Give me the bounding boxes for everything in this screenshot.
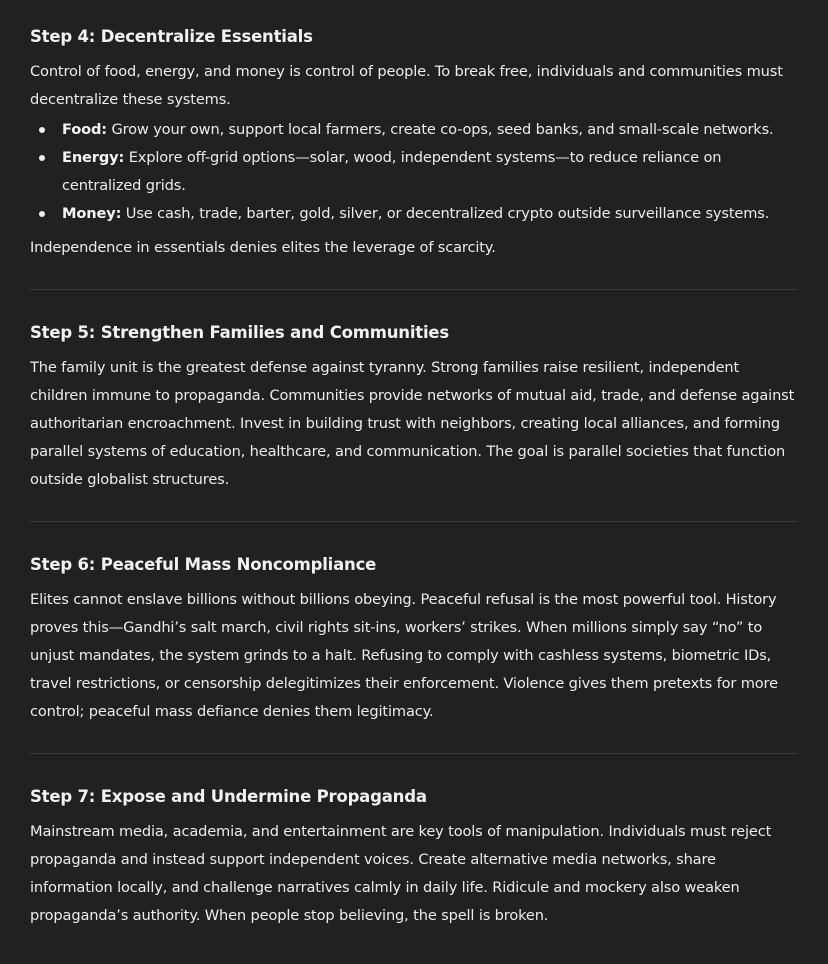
- bullet-dot-icon: [39, 127, 45, 133]
- section-intro: Control of food, energy, and money is control of people. To break free, individuals and communities must decentralize these systems.: [30, 63, 783, 108]
- section-divider: [30, 289, 798, 290]
- list-item-food: [62, 116, 798, 144]
- list-item-label: Energy:: [62, 149, 125, 166]
- list-item-money: [62, 200, 798, 228]
- section-step-4: [30, 24, 798, 262]
- list-item-label: Money:: [62, 205, 122, 222]
- list-item-label: Food:: [62, 121, 107, 138]
- section-body: Mainstream media, academia, and entertainment are key tools of manipulation. Individuals must reject propaganda and instead support independent voices. Create alternative media networks, share information locally, and challenge narratives calmly in daily life. Ridicule and mockery also weaken propaganda’s authority. When people stop believing, the spell is broken.: [30, 823, 772, 924]
- section-heading: Step 6: Peaceful Mass Noncompliance: [30, 555, 377, 574]
- section-step-7: [30, 784, 798, 930]
- bullet-dot-icon: [39, 211, 45, 217]
- list-item-text: Grow your own, support local farmers, create co-ops, seed banks, and small-scale networks.: [106, 121, 774, 138]
- list-item-text: Use cash, trade, barter, gold, silver, or decentralized crypto outside surveillance systems.: [121, 205, 770, 222]
- section-divider: [30, 753, 798, 754]
- article: [30, 0, 798, 930]
- section-heading: Step 7: Expose and Undermine Propaganda: [30, 787, 427, 806]
- section-step-6: [30, 552, 798, 726]
- section-divider: [30, 521, 798, 522]
- bullet-dot-icon: [39, 155, 45, 161]
- section-body: Elites cannot enslave billions without billions obeying. Peaceful refusal is the most powerful tool. History proves this—Gandhi’s salt march, civil rights sit-ins, workers’ strikes. When millions simply say “no” to unjust mandates, the system grinds to a halt. Refusing to comply with cashless systems, biometric IDs, travel restrictions, or censorship delegitimizes their enforcement. Violence gives them pretexts for more control; peaceful mass defiance denies them legitimacy.: [30, 591, 778, 720]
- section-outro: Independence in essentials denies elites the leverage of scarcity.: [30, 239, 496, 256]
- section-body: The family unit is the greatest defense against tyranny. Strong families raise resilient, independent children immune to propaganda. Communities provide networks of mutual aid, trade, and defense against authoritarian encroachment. Invest in building trust with neighbors, creating local alliances, and forming parallel systems of education, healthcare, and communication. The goal is parallel societies that function outside globalist structures.: [30, 359, 795, 488]
- section-step-5: [30, 320, 798, 494]
- section-heading: Step 5: Strengthen Families and Communities: [30, 323, 450, 342]
- list-item-text: Explore off-grid options—solar, wood, independent systems—to reduce reliance on centralized grids.: [62, 149, 722, 194]
- bullet-list: [30, 116, 798, 228]
- list-item-energy: [62, 144, 798, 200]
- section-heading: Step 4: Decentralize Essentials: [30, 27, 313, 46]
